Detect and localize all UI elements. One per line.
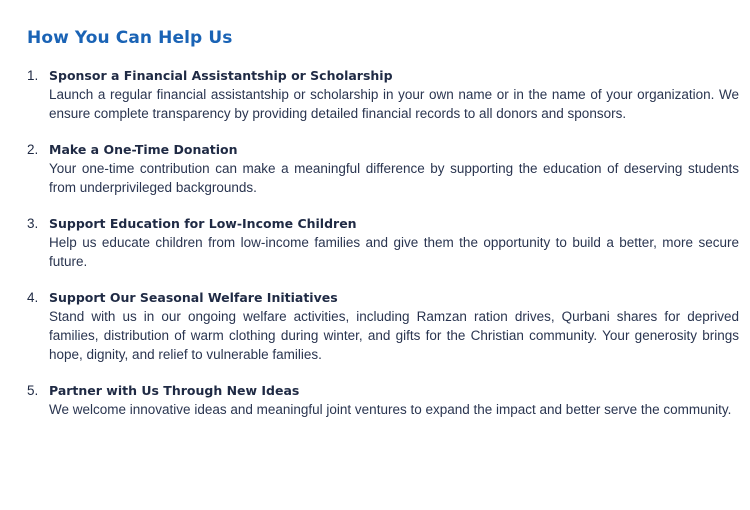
help-options-list [27,66,739,436]
item-title: Sponsor a Financial Assistantship or Scholarship [49,68,393,83]
item-description: Your one-time contribution can make a meaningful difference by supporting the education of deserving students from underprivileged backgrounds. [49,161,739,195]
item-number: 4. [27,290,39,305]
item-title: Support Education for Low-Income Children [49,216,357,231]
item-number: 3. [27,216,39,231]
section-heading: How You Can Help Us [27,28,233,48]
item-title: Partner with Us Through New Ideas [49,383,300,398]
list-item [27,66,739,123]
list-item [27,381,739,419]
item-number: 1. [27,68,39,83]
list-item [27,288,739,364]
item-description: Stand with us in our ongoing welfare activities, including Ramzan ration drives, Qurbani shares for deprived families, distribution of warm clothing during winter, and gifts for the Christian community. Your generosity brings hope, dignity, and relief to vulnerable families. [49,309,739,362]
item-number: 5. [27,383,39,398]
item-title: Make a One-Time Donation [49,142,238,157]
list-item [27,140,739,197]
item-description: Help us educate children from low-income families and give them the opportunity to build a better, more secure future. [49,235,739,269]
item-title: Support Our Seasonal Welfare Initiatives [49,290,338,305]
item-description: We welcome innovative ideas and meaningful joint ventures to expand the impact and better serve the community. [49,402,732,417]
item-description: Launch a regular financial assistantship or scholarship in your own name or in the name of your organization. We ensure complete transparency by providing detailed financial records to all donors and sponsors. [49,87,739,121]
item-number: 2. [27,142,39,157]
list-item [27,214,739,271]
